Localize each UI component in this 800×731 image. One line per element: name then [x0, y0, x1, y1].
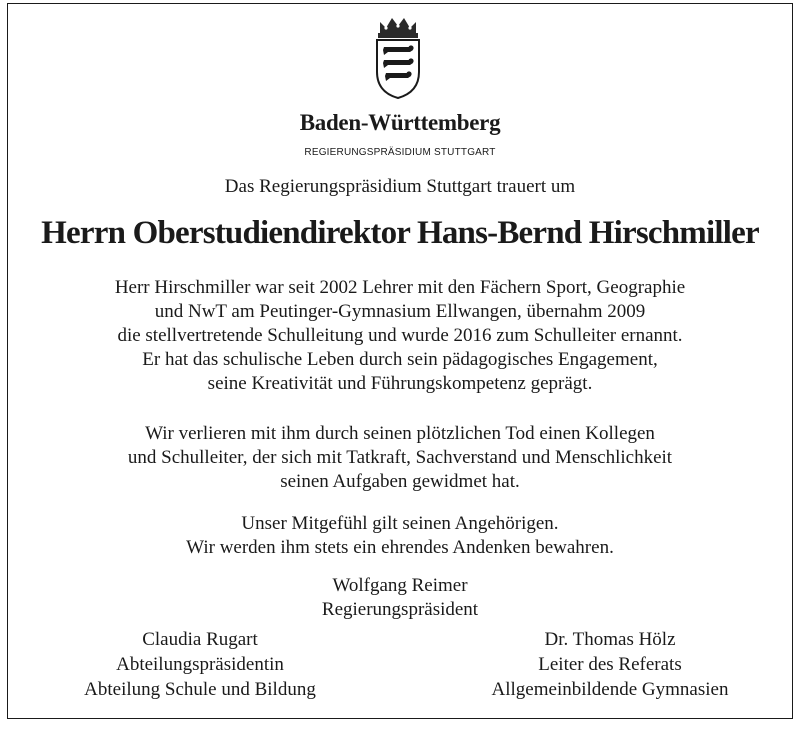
- paragraph-line: Wir werden ihm stets ein ehrendes Andenken bewahren.: [186, 537, 614, 558]
- paragraph-loss: [0, 422, 800, 494]
- signatory-name: Claudia Rugart: [142, 629, 258, 650]
- paragraph-condolence: [0, 512, 800, 560]
- authority-name: REGIERUNGSPRÄSIDIUM STUTTGART: [304, 147, 496, 158]
- signatory-unit: Allgemeinbildende Gymnasien: [491, 679, 729, 700]
- paragraph-career: [0, 276, 800, 396]
- brand-name: Baden-Württemberg: [299, 110, 501, 135]
- signatory-title: Regierungspräsident: [321, 599, 479, 620]
- paragraph-line: Herr Hirschmiller war seit 2002 Lehrer mit den Fächern Sport, Geographie: [114, 277, 686, 298]
- paragraph-line: Wir verlieren mit ihm durch seinen plötzlichen Tod einen Kollegen: [145, 423, 655, 444]
- signatory-name: Wolfgang Reimer: [332, 575, 468, 596]
- paragraph-line: die stellvertretende Schulleitung und wurde 2016 zum Schulleiter ernannt.: [117, 325, 683, 346]
- signature-right: [440, 627, 780, 702]
- intro-line: Das Regierungspräsidium Stuttgart trauert um: [224, 176, 576, 197]
- paragraph-line: seinen Aufgaben gewidmet hat.: [280, 471, 520, 492]
- deceased-name: Herrn Oberstudiendirektor Hans-Bernd Hirschmiller: [41, 215, 759, 251]
- paragraph-line: seine Kreativität und Führungskompetenz geprägt.: [207, 373, 593, 394]
- signatory-title: Leiter des Referats: [538, 654, 682, 675]
- signatory-unit: Abteilung Schule und Bildung: [84, 679, 316, 700]
- paragraph-line: und Schulleiter, der sich mit Tatkraft, Sachverstand und Menschlichkeit: [127, 447, 673, 468]
- signatory-title: Abteilungspräsidentin: [116, 654, 284, 675]
- paragraph-line: Er hat das schulische Leben durch sein pädagogisches Engagement,: [142, 349, 658, 370]
- signature-center: [0, 574, 800, 622]
- signatory-name: Dr. Thomas Hölz: [544, 629, 676, 650]
- paragraph-line: Unser Mitgefühl gilt seinen Angehörigen.: [241, 513, 559, 534]
- coat-of-arms-icon: [372, 14, 424, 100]
- paragraph-line: und NwT am Peutinger-Gymnasium Ellwangen, übernahm 2009: [154, 301, 646, 322]
- signature-left: [30, 627, 370, 702]
